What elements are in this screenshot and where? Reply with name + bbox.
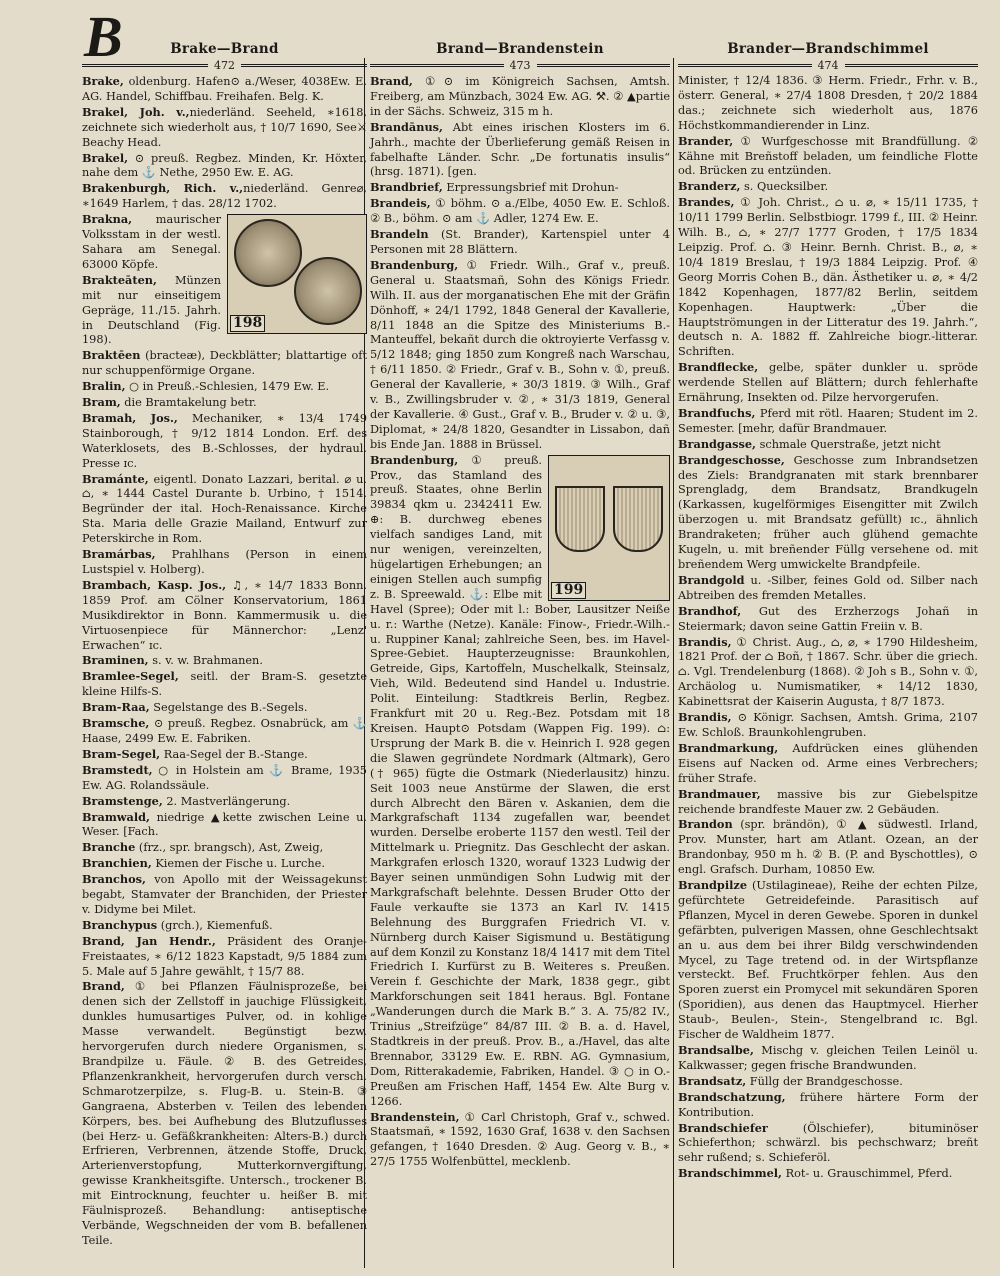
entry-headword: Brakna, xyxy=(82,212,133,227)
entry-text: ○ in Holstein am ⚓ Brame, 1935 Ew. AG. Rolandssäule. xyxy=(82,763,367,792)
dictionary-entry xyxy=(370,196,670,227)
column-header: Brake—Brand xyxy=(170,41,279,57)
dictionary-entry xyxy=(678,1090,978,1121)
page-number-row xyxy=(370,58,670,72)
entry-text: ① Christ. Aug., ⌂, ⌀, ∗ 1790 Hildesheim, 1821 Prof. der ⌂ Boñ, † 1867. Schr. über die griech. ⌂. Vgl. Trendelenburg (1868). ② Joh s B., Sohn v. ①, Archäolog u. Numismatiker, ∗ 14/12 1830, Kabinettsrat der Kaiserin Augusta, † 8/7 1873. xyxy=(678,635,978,709)
entry-headword: Branchien, xyxy=(82,856,152,871)
entry-text: Präsident des Oranje-Freistaates, ∗ 6/12 1823 Kapstadt, 9/5 1884 zum 5. Male auf 5 Jahre gewählt, † 15/7 88. xyxy=(82,934,367,978)
bracteate-coin-icon xyxy=(294,257,362,325)
entry-headword: Bramstedt, xyxy=(82,762,153,777)
dictionary-entry xyxy=(82,794,367,810)
entry-headword: Brakenburgh, Rich. v., xyxy=(82,181,244,196)
dictionary-entry xyxy=(82,840,367,856)
page-number: 472 xyxy=(214,58,235,72)
dictionary-entry xyxy=(678,1074,978,1090)
dictionary-entry xyxy=(678,741,978,787)
dictionary-entry xyxy=(82,395,367,411)
entry-text: ① böhm. ⊙ a./Elbe, 4050 Ew. E. Schloß. ② B., böhm. ⊙ am ⚓ Adler, 1274 Ew. E. xyxy=(370,197,670,226)
entry-text: Raa-Segel der B.-Stange. xyxy=(160,747,308,761)
entries xyxy=(370,74,670,1170)
dictionary-entry xyxy=(82,716,367,747)
dictionary-entry xyxy=(82,472,367,548)
eagle-shield-icon xyxy=(613,486,663,552)
column-divider xyxy=(673,58,674,1268)
dictionary-entry xyxy=(82,348,367,379)
dictionary-entry xyxy=(370,453,670,1110)
entry-text: (Ölschiefer), bituminöser Schieferthon; schwärzl. bis pechschwarz; breñt sehr rußend; s. Schieferöl. xyxy=(678,1121,978,1165)
entry-text: s. Quecksilber. xyxy=(740,180,829,194)
entry-headword: Brandenstein, xyxy=(370,1109,460,1124)
dictionary-entry xyxy=(82,578,367,654)
dictionary-entry xyxy=(82,411,367,472)
entry-text: Geschosse zum Inbrandsetzen des Ziels: Brandgranaten mit stark brennbarer Sprengladg, dem Brandsatz, Brandkugeln (Karkassen, kugelförmiges Eisengitter mit Zwilch überzogen u. mit Brandsatz gefüllt) ɪc., ähnlich Brandraketen; früher auch glühend gemachte Kugeln, u. mit breñender Füllg versehene od. mit breñendem Werg umwickelte Brandpfeile. xyxy=(678,453,978,571)
figure-number: 198 xyxy=(230,315,265,332)
entry-text: Rot- u. Grauschimmel, Pferd. xyxy=(782,1167,953,1181)
column-1 xyxy=(82,40,367,1249)
entry-headword: Bramwald, xyxy=(82,809,150,824)
entry-text: Mechaniker, ∗ 13/4 1749 Stainborough, † 9/12 1814 London. Erf. des Waterklosets, des B.-Schlosses, der hydraul. Presse ɪc. xyxy=(82,411,368,470)
entry-headword: Bram-Segel, xyxy=(82,746,161,761)
entry-headword: Brandpilze xyxy=(678,878,748,893)
dictionary-entry xyxy=(678,74,978,134)
dictionary-entry xyxy=(678,453,978,573)
entry-headword: Brandfuchs, xyxy=(678,405,756,420)
dictionary-entry xyxy=(82,856,367,872)
entry-headword: Brandānus, xyxy=(370,119,443,134)
dictionary-entry xyxy=(82,747,367,763)
entry-headword: Bram, xyxy=(82,395,121,410)
figure-number: 199 xyxy=(551,582,586,599)
dictionary-entry xyxy=(678,817,978,878)
column-header: Brander—Brandschimmel xyxy=(727,41,929,57)
dictionary-entry xyxy=(82,934,367,980)
dictionary-entry xyxy=(678,360,978,406)
dictionary-entry xyxy=(678,710,978,741)
entry-headword: Braminen, xyxy=(82,653,149,668)
dictionary-entry xyxy=(82,700,367,716)
entry-text: schmale Querstraße, jetzt nicht xyxy=(756,437,941,451)
entry-text: ⊙ Königr. Sachsen, Amtsh. Grima, 2107 Ew. Schloß. Braunkohlengruben. xyxy=(678,711,978,739)
dictionary-entry xyxy=(82,979,367,1248)
entry-headword: Brandes, xyxy=(678,195,735,210)
entry-headword: Brand, Jan Hendr., xyxy=(82,933,216,948)
entry-headword: Brandschiefer xyxy=(678,1120,768,1135)
dictionary-entry xyxy=(82,379,367,395)
entry-headword: Bramah, Jos., xyxy=(82,410,178,425)
entry-headword: Brandenburg, xyxy=(370,257,459,272)
entry-text: ○ in Preuß.-Schlesien, 1479 Ew. E. xyxy=(125,380,330,394)
dictionary-entry xyxy=(82,810,367,841)
entry-headword: Braktēen xyxy=(82,348,141,363)
entry-text: ① Carl Christoph, Graf v., schwed. Staatsmañ, ∗ 1592, 1630 Graf, 1638 v. den Sachsen gefangen, † 1640 Dresden. ② Aug. Georg v. B., ∗ 27/5 1755 Wolfenbüttel, mecklenb. xyxy=(370,1110,670,1169)
entry-text: gelbe, später dunkler u. spröde werdende Stellen auf Blättern; durch fehlerhafte Ernährung, Insekten od. Pilze hervorgerufen. xyxy=(678,361,978,405)
entry-headword: Brambach, Kasp. Jos., xyxy=(82,577,227,592)
dictionary-entry xyxy=(678,878,978,1043)
dictionary-entry xyxy=(678,134,978,180)
dictionary-entry xyxy=(678,406,978,437)
dictionary-entry xyxy=(678,437,978,453)
entry-text: ♫, ∗ 14/7 1833 Bonn. 1859 Prof. am Cölner Konservatorium, 1861 Musikdirektor in Bonn. Kammermusik u. die Virtuosenpiece für Männerchor: „Lenz' Erwachen“ ɪc. xyxy=(82,578,367,652)
entry-headword: Bramlee-Segel, xyxy=(82,669,179,684)
entry-headword: Bramsche, xyxy=(82,716,150,731)
bracteate-coin-icon xyxy=(234,219,302,287)
entry-headword: Brandis, xyxy=(678,634,732,649)
entry-text: Mischg v. gleichen Teilen Leinöl u. Kalkwasser; gegen frische Brandwunden. xyxy=(678,1044,978,1072)
entry-headword: Brandbrief, xyxy=(370,180,443,195)
entry-headword: Brakteāten, xyxy=(82,272,157,287)
entry-text: maurischer Volksstam in der westl. Sahara am Senegal. 63000 Köpfe. xyxy=(82,213,221,271)
entry-text: (grch.), Kiemenfuß. xyxy=(157,918,273,932)
dictionary-entry xyxy=(678,573,978,604)
entry-headword: Brandgasse, xyxy=(678,436,756,451)
entry-text: (spr. brändön), ① ▲ südwestl. Irland, Prov. Munster, hart am Atlant. Ozean, an der Brandonbay, 950 m h. ② B. (P. and Byschottles), ⊙ engl. Grafsch. Durham, 10850 Ew. xyxy=(678,818,978,877)
dictionary-entry xyxy=(370,258,670,453)
entry-headword: Brake, xyxy=(82,74,124,88)
entry-text: ① bei Pflanzen Fäulnisprozeße, bei denen sich der Zellstoff in jauchige Flüssigkeit, dunkles humusartiges Pulver, od. in kohlige Masse verwandelt. Begünstigt bezw. hervorgerufen durch niedere Organismen, s. Brandpilze u. Fäule. ② B. des Getreides, Pflanzenkrankheit, hervorgerufen durch versch. Schmarotzerpilze, s. Flug-B. u. Stein-B. ③ Gangraena, Absterben v. Teilen des lebenden Körpers, bes. bei Aufhebung des Blutzuflusses (bei Herz- u. Gefäßkrankheiten: Alters-B.) durch Erfrieren, Verbrennen, ätzende Stoffe, Druck, Arterienverstopfung, Mutterkornvergiftung, gewisse Krankheitsgifte. Untersch., trockener B. mit Eintrocknung, feuchter u. heißer B. mit Fäulnisprozeß. Behandlung: antiseptische Verbände, Wegschneiden der vom B. befallenen Teile. xyxy=(82,980,367,1247)
entries xyxy=(82,74,367,1249)
entry-text: Münzen mit nur einseitigem Gepräge, 11./15. Jahrh. in Deutschland (Fig. 198). xyxy=(82,273,221,347)
dictionary-entry xyxy=(678,195,978,360)
entry-headword: Brandmauer, xyxy=(678,786,761,801)
page-number-row xyxy=(82,58,367,72)
entry-headword: Brandsalbe, xyxy=(678,1043,754,1057)
entry-text: ① Friedr. Wilh., Graf v., preuß. General u. Staatsmañ, Sohn des Königs Friedr. Wilh. II. aus der morganatischen Ehe mit der Gräfin Dönhoff, ∗ 24/1 1792, 1848 General der Kavallerie, 8/11 1848 an die Spitze des Ministeriums B.-Manteuffel, bekañt durch die oktroyierte Verfassg v. 5/12 1848; ging 1850 zum Kongreß nach Warschau, † 6/11 1850. ② Friedr., Graf v. B., Sohn v. ①, preuß. General der Kavallerie, ∗ 30/3 1819. ③ Wilh., Graf v. B., Zwillingsbruder v. ②, ∗ 31/3 1819, General der Kavallerie. ④ Gust., Graf v. B., Bruder v. ② u. ③, Diplomat, ∗ 24/8 1820, Gesandter in Lissabon, dañ bis Ende Jan. 1888 in Brüssel. xyxy=(370,258,670,451)
entry-text: Gut des Erzherzogs Johañ in Steiermark; davon seine Gattin Freiin v. B. xyxy=(678,604,978,633)
entry-text: seitl. der Bram-S. gesetzte kleine Hilfs-S. xyxy=(82,670,367,699)
coat-of-arms-illustration xyxy=(548,455,670,601)
dictionary-entry xyxy=(82,181,367,212)
dictionary-entry xyxy=(678,179,978,195)
entry-text: (bracteæ), Deckblätter; blattartige oft nur schuppenförmige Organe. xyxy=(82,349,367,378)
entry-text: Erpressungsbrief mit Drohun- xyxy=(442,181,619,195)
entry-text: (St. Brander), Kartenspiel unter 4 Personen mit 28 Blättern. xyxy=(370,228,670,256)
entry-headword: Brandmarkung, xyxy=(678,740,779,755)
entries xyxy=(678,74,978,1182)
section-letter: B xyxy=(84,4,123,69)
entry-headword: Brandsatz, xyxy=(678,1073,747,1088)
entry-text: s. v. w. Brahmanen. xyxy=(148,654,263,668)
entry-text: die Bramtakelung betr. xyxy=(120,396,257,410)
dictionary-entry xyxy=(678,635,978,711)
entry-text: von Apollo mit der Weissagekunst begabt, Stamvater der Branchiden, der Priester v. Didyme bei Milet. xyxy=(82,873,367,916)
entry-headword: Brander, xyxy=(678,133,734,148)
entry-headword: Brandon xyxy=(678,817,733,832)
dictionary-entry xyxy=(370,227,670,258)
entry-headword: Bramárbas, xyxy=(82,547,156,562)
entry-headword: Bralin, xyxy=(82,379,126,394)
entry-headword: Branderz, xyxy=(678,179,741,194)
entry-headword: Brandflecke, xyxy=(678,360,759,375)
entry-headword: Brandschimmel, xyxy=(678,1166,782,1181)
entry-headword: Bram-Raa, xyxy=(82,700,150,715)
entry-text: ① preuß. Prov., das Stamland des preuß. Staates, ohne Berlin 39834 qkm u. 2342411 Ew. ⊕: B. durchweg ebenes vielfach sandiges Land, mit nur wenigen, vereinzelten, hügelartigen Erhebungen; an einigen Stellen auch sumpfig z. B. Spreewald. ⚓: Elbe mit Havel (Spree); Oder mit l.: Bober, Lausitzer Neiße u. r.: Warthe (Netze). Kanäle: Finow-, Friedr.-Wilh.- u. Ruppiner Kanal; zahlreiche Seen, bes. im Havel-Spree-Gebiet. Haupterzeugnisse: Braunkohlen, Getreide, Gips, Kartoffeln, Muschelkalk, Steinsalz, Vieh, Wild. Bedeutend sind Handel u. Industrie. Polit. Einteilung: Stadtkreis Berlin, Regbez. Frankfurt mit 20 u. Reg.-Bez. Potsdam mit 18 Kreisen. Haupt⊙ Potsdam (Wappen Fig. 199). ⌂: Ursprung der Mark B. die v. Heinrich I. 928 gegen die Slawen gegründete Nordmark (Altmark), Gero († 965) fügte die Ostmark (Niederlausitz) hinzu. Seit 1003 neue Anstürme der Slawen, die erst durch Albrecht den Bären v. Askanien, dem die Markgrafschaft 1134 zugefallen war, beendet wurden. Derselbe eroberte 1157 den westl. Teil der Mittelmark u. Priegnitz. Das Geschlecht der askan. Markgrafen erlosch 1320, worauf 1323 Ludwig der Bayer seinen unmündigen Sohn Ludwig mit der Markgrafschaft belehnte. Dessen Bruder Otto der Faule verkaufte sie 1373 an Karl IV. 1415 Belehnung des Burggrafen Friedrich VI. v. Nürnberg durch Kaiser Sigismund u. Bestätigung auf dem Konzil zu Konstanz 18/4 1417 mit dem Titel Friedrich I. Kurfürst zu B. Weiteres s. Preußen. Verein f. Geschichte der Mark, 1838 gegr., gibt Markforschungen seit 1841 heraus. Bgl. Fontane „Wanderungen durch die Mark B.“ 3. A. 75/82 IV., Trinius „Streifzüge“ 84/87 III. ② B. a. d. Havel, Stadtkreis in der preuß. Prov. B., a./Havel, das alte Brennabor, 33129 Ew. E. RBN. AG. Gymnasium, Dom, Ritterakademie, Fabriken, Handel. ③ ○ in O.-Preußen am Frischen Haff, 1454 Ew. Alte Burg v. 1266. xyxy=(370,453,670,1108)
entry-text: niederländ. Genre⌀, ∗1649 Harlem, † das. 28/12 1702. xyxy=(82,182,367,211)
dictionary-entry xyxy=(678,1166,978,1182)
dictionary-entry xyxy=(370,1110,670,1171)
entry-headword: Brandhof, xyxy=(678,603,742,618)
entry-text: eigentl. Donato Lazzari, berital. ⌀ u. ⌂, ∗ 1444 Castel Durante b. Urbino, † 1514. Begründer der ital. Hoch-Renaissance. Kirche Sta. Maria delle Grazie Mailand, Entwurf zur Peterskirche in Rom. xyxy=(82,472,367,546)
entry-text: u. -Silber, feines Gold od. Silber nach Abtreiben des fremden Metalles. xyxy=(678,573,978,602)
dictionary-entry xyxy=(678,1121,978,1167)
entry-text: Füllg der Brandgeschosse. xyxy=(746,1074,903,1088)
dictionary-entry xyxy=(82,872,367,918)
dictionary-entry xyxy=(82,669,367,700)
column-header: Brand—Brandenstein xyxy=(436,41,604,57)
page-number-row xyxy=(678,58,978,72)
entry-headword: Brandeis, xyxy=(370,196,431,211)
entry-headword: Bramstenge, xyxy=(82,793,163,808)
entry-headword: Brakel, xyxy=(82,150,129,165)
column-3 xyxy=(678,40,978,1182)
entry-text: niederländ. Seeheld, ∗1618, zeichnete sich wiederholt aus, † 10/7 1690, See⚔ Beachy Head. xyxy=(82,105,368,149)
entry-headword: Brandis, xyxy=(678,710,732,725)
entry-headword: Brandschatzung, xyxy=(678,1089,786,1104)
page-number: 474 xyxy=(817,58,839,72)
coin-illustration xyxy=(227,214,367,334)
entry-headword: Bramánte, xyxy=(82,471,149,486)
entry-text: ① Wurfgeschosse mit Brandfüllung. ② Kähne mit Breñstoff beladen, um feindliche Flotte od. Brücken zu entzünden. xyxy=(678,134,978,178)
dictionary-entry xyxy=(82,547,367,578)
dictionary-entry xyxy=(678,787,978,818)
entry-text: ⊙ preuß. Regbez. Minden, Kr. Höxter, nahe dem ⚓ Nethe, 2950 Ew. E. AG. xyxy=(82,151,367,180)
dictionary-entry xyxy=(82,918,367,934)
dictionary-entry xyxy=(678,604,978,635)
entry-headword: Brandeln xyxy=(370,227,429,242)
entry-text: frühere härtere Form der Kontribution. xyxy=(678,1090,978,1119)
entry-headword: Branchos, xyxy=(82,872,146,887)
entry-text: ⊙ preuß. Regbez. Osnabrück, am ⚓ Haase, 2499 Ew. E. Fabriken. xyxy=(82,717,367,745)
dictionary-entry xyxy=(370,180,670,196)
entry-headword: Brand, xyxy=(82,979,125,994)
entry-text: Kiemen der Fische u. Lurche. xyxy=(151,857,325,871)
entry-text: (Ustilagineae), Reihe der echten Pilze, gefürchtete Getreidefeinde. Parasitisch auf Pflanzen, Mycel in deren Gewebe. Sporen in dunkel gefärbten, pulverigen Massen, ohne Geschlechtsakt an u. aus dem bei ihrer Bildg verschwindenden Mycel, zu Tage tretend od. in der Wirtspflanze versteckt. Bef. Fruchtkörper fehlen. Aus den Sporen zuerst ein Promycel mit sekundären Sporen (Sporidien), aus denen das Hauptmycel. Hierher Staub-, Beulen-, Stein-, Stengelbrand ɪc. Bgl. Fischer de Waldheim 1877. xyxy=(678,879,978,1042)
entry-headword: Brand, xyxy=(370,74,413,88)
dictionary-entry xyxy=(82,763,367,794)
column-2 xyxy=(370,40,670,1170)
entry-headword: Brandgold xyxy=(678,572,745,587)
page-number: 473 xyxy=(509,58,531,72)
entry-text: Aufdrücken eines glühenden Eisens auf Nacken od. Arme eines Verbrechers; früher Strafe. xyxy=(678,741,978,785)
entry-text: Segelstange des B.-Segels. xyxy=(149,701,308,715)
eagle-shield-icon xyxy=(555,486,605,552)
dictionary-entry xyxy=(370,120,670,181)
entry-text: Minister, † 12/4 1836. ③ Herm. Friedr., Frhr. v. B., österr. General, ∗ 27/4 1808 Dresden, † 20/2 1884 das.; zeichnete sich wiederholt aus, 1876 Höchstkommandierender in Linz. xyxy=(678,74,978,132)
dictionary-entry xyxy=(82,74,367,105)
entry-headword: Brakel, Joh. v., xyxy=(82,104,190,119)
entry-headword: Brandenburg, xyxy=(370,452,459,467)
entry-text: Prahlhans (Person in einem Lustspiel v. Holberg). xyxy=(82,548,367,576)
dictionary-entry xyxy=(678,1043,978,1074)
dictionary-entry xyxy=(82,151,367,182)
entry-text: oldenburg. Hafen⊙ a./Weser, 4038Ew. E. AG. Handel, Schiffbau. Freihafen. Belg. K. xyxy=(82,75,367,103)
entry-headword: Branche xyxy=(82,840,136,855)
entry-text: niedrige ▲kette zwischen Leine u. Weser. [Fach. xyxy=(82,810,367,839)
dictionary-entry xyxy=(370,74,670,120)
entry-text: ① Joh. Christ., ⌂ u. ⌀, ∗ 15/11 1735, † 10/11 1799 Berlin. Selbstbiogr. 1799 f., III. ② Heinr. Wilh. B., ⌂, ∗ 27/7 1777 Groden, † 17/5 1834 Leipzig. Prof. ⌂. ③ Heinr. Bernh. Christ. B., ⌀, ∗ 10/4 1819 Breslau, † 19/3 1884 Leipzig. Prof. ④ Georg Morris Cohen B., dän. Ästhetiker u. ⌀, ∗ 4/2 1842 Kopenhagen, 1877/82 Berlin, seitdem Kopenhagen. Hauptwerk: „Über die Hauptströmungen in der Litteratur des 19. Jahrh.“, deutsch n. A. 1882 ff. Zahlreiche biogr.-litterar. Schriften. xyxy=(678,196,978,359)
entry-text: Pferd mit rötl. Haaren; Student im 2. Semester. [mehr, dafür Brandmauer. xyxy=(678,406,978,435)
entry-text: (frz., spr. brangsch), Ast, Zweig, xyxy=(135,841,324,855)
entry-text: Abt eines irischen Klosters im 6. Jahrh., machte der Überlieferung gemäß Reisen in fabelhafte Länder. Schr. „De fortunatis insulis“ (hrsg. 1871). [gen. xyxy=(370,120,670,179)
entry-text: 2. Mastverlängerung. xyxy=(162,794,291,808)
entry-headword: Brandgeschosse, xyxy=(678,452,785,467)
entry-text: massive bis zur Giebelspitze reichende brandfeste Mauer zw. 2 Gebäuden. xyxy=(678,787,978,816)
dictionary-entry xyxy=(82,653,367,669)
dictionary-entry xyxy=(82,105,367,151)
entry-text: ①⊙ im Königreich Sachsen, Amtsh. Freiberg, am Münzbach, 3024 Ew. AG. ⚒. ② ▲partie in der Sächs. Schweiz, 315 m h. xyxy=(370,75,670,118)
entry-headword: Branchypus xyxy=(82,917,158,932)
